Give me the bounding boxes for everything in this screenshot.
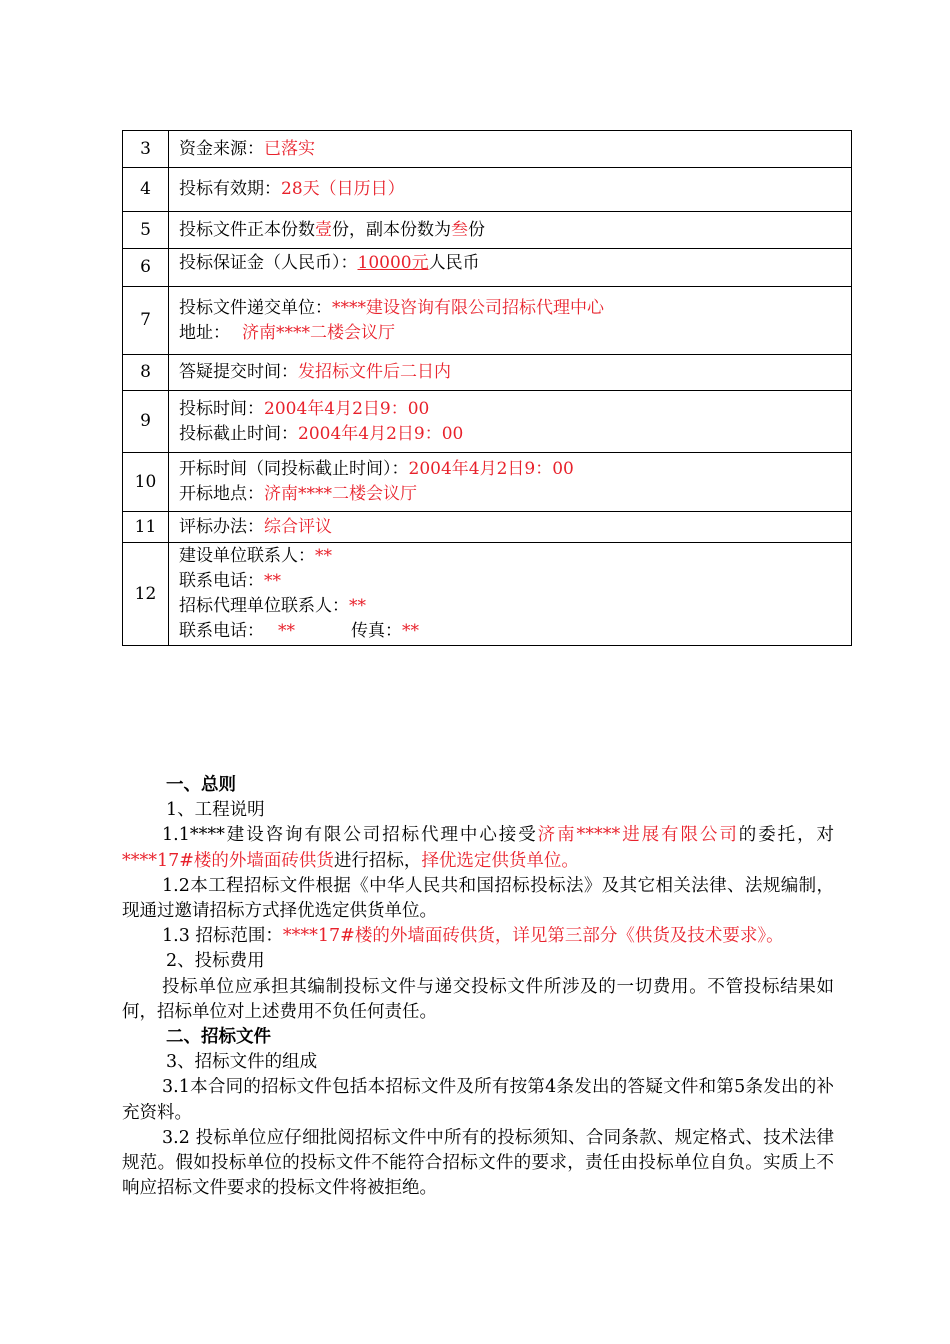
row-content <box>169 391 852 453</box>
paragraph-3-1: 3.1本合同的招标文件包括本招标文件及所有按第4条发出的答疑文件和第5条发出的补充资料。 <box>122 1077 834 1123</box>
document-body <box>122 773 834 1201</box>
text-run: 1.1****建设咨询有限公司招标代理中心接受 <box>162 825 538 846</box>
row-content <box>169 131 852 168</box>
field-value: 2004年4月2日9：00 <box>408 459 574 479</box>
row-number: 3 <box>123 131 169 168</box>
row-content <box>169 249 852 287</box>
row-number: 12 <box>123 543 169 646</box>
row-content <box>169 287 852 355</box>
text-run: ****17#楼的外墙面砖供货，详见第三部分《供货及技术要求》。 <box>282 926 784 947</box>
paragraph-2: 投标单位应承担其编制投标文件与递交投标文件所涉及的一切费用。不管投标结果如何，招标单位对上述费用不负任何责任。 <box>122 976 834 1022</box>
field-value: 济南****二楼会议厅 <box>264 484 417 504</box>
row-number: 9 <box>123 391 169 453</box>
field-label: 份，副本份数为 <box>332 219 451 240</box>
section-heading: 一、总则 <box>166 775 236 795</box>
row-content <box>169 512 852 543</box>
row-number: 11 <box>123 512 169 543</box>
table-row <box>123 287 852 355</box>
field-value: 济南****二楼会议厅 <box>242 322 395 343</box>
field-value: 2004年4月2日9：00 <box>298 423 464 444</box>
field-value: 2004年4月2日9：00 <box>264 398 430 419</box>
row-number: 7 <box>123 287 169 355</box>
field-value: ** <box>315 546 332 566</box>
field-value: ** <box>349 596 366 616</box>
field-label: 投标截止时间： <box>179 423 298 444</box>
field-label: 份 <box>468 219 485 240</box>
paragraph-1-3 <box>122 924 834 949</box>
field-value: 叁 <box>451 219 468 240</box>
paragraph-1-1 <box>122 823 834 873</box>
text-run: 择优选定供货单位。 <box>421 850 579 871</box>
table-row <box>123 512 852 543</box>
field-value: ****建设咨询有限公司招标代理中心 <box>332 297 604 318</box>
text-run: 济南*****进展有限公司 <box>537 825 739 846</box>
field-value: 已落实 <box>264 138 315 159</box>
field-label: 开标时间（同投标截止时间）： <box>179 459 409 479</box>
field-value: 综合评议 <box>264 516 332 537</box>
table-row <box>123 391 852 453</box>
field-value: 28天（日历日） <box>281 179 405 199</box>
table-row <box>123 543 852 646</box>
field-value: 10000元 <box>357 253 429 273</box>
paragraph-1-2: 1.2本工程招标文件根据《中华人民共和国招标投标法》及其它相关法律、法规编制，现通过邀请招标方式择优选定供货单位。 <box>122 875 834 922</box>
field-label: 投标文件递交单位： <box>179 297 332 318</box>
text-run: 的委托，对 <box>738 825 835 846</box>
field-value: 发招标文件后二日内 <box>298 362 451 382</box>
text-run: 1.3 招标范围： <box>162 926 283 947</box>
row-content <box>169 453 852 512</box>
field-label: 联系电话： <box>179 571 264 591</box>
field-label: 投标时间： <box>179 398 264 419</box>
field-value: ** <box>278 621 295 641</box>
field-label: 资金来源： <box>179 138 264 159</box>
row-content <box>169 355 852 391</box>
text-run: 进行招标， <box>333 850 422 871</box>
field-label: 投标有效期： <box>179 179 281 199</box>
table-row <box>123 131 852 168</box>
subsection-heading: 2、投标费用 <box>166 951 265 972</box>
row-number: 4 <box>123 168 169 212</box>
table-row <box>123 355 852 391</box>
field-label: 答疑提交时间： <box>179 362 298 382</box>
field-value: ** <box>264 571 281 591</box>
row-content <box>169 168 852 212</box>
table-row <box>123 212 852 249</box>
field-label: 开标地点： <box>179 484 264 504</box>
table-row <box>123 453 852 512</box>
subsection-heading: 1、工程说明 <box>166 800 265 821</box>
field-label: 建设单位联系人： <box>179 546 315 566</box>
field-label: 投标保证金（人民币）： <box>179 253 358 273</box>
paragraph-3-2: 3.2 投标单位应仔细批阅招标文件中所有的投标须知、合同条款、规定格式、技术法律规范。假如投标单位的投标文件不能符合招标文件的要求，责任由投标单位自负。实质上不响应招标文件要求的投标文件将被拒绝。 <box>122 1127 834 1199</box>
row-number: 10 <box>123 453 169 512</box>
field-value: ** <box>402 621 419 641</box>
row-content <box>169 212 852 249</box>
row-number: 8 <box>123 355 169 391</box>
row-content <box>169 543 852 646</box>
table-row <box>123 168 852 212</box>
field-label: 联系电话： <box>179 621 264 641</box>
subsection-heading: 3、招标文件的组成 <box>166 1052 318 1073</box>
field-suffix: 人民币 <box>428 253 480 273</box>
field-label: 评标办法： <box>179 516 264 537</box>
row-number: 6 <box>123 249 169 287</box>
field-label: 传真： <box>351 621 402 641</box>
field-label: 招标代理单位联系人： <box>179 596 349 616</box>
field-label: 投标文件正本份数 <box>179 219 315 240</box>
bid-info-table <box>122 130 852 646</box>
field-label: 地址： <box>179 322 230 343</box>
text-run: ****17#楼的外墙面砖供货 <box>122 850 334 871</box>
field-value: 壹 <box>315 219 332 240</box>
row-number: 5 <box>123 212 169 249</box>
table-row <box>123 249 852 287</box>
section-heading: 二、招标文件 <box>166 1027 271 1048</box>
